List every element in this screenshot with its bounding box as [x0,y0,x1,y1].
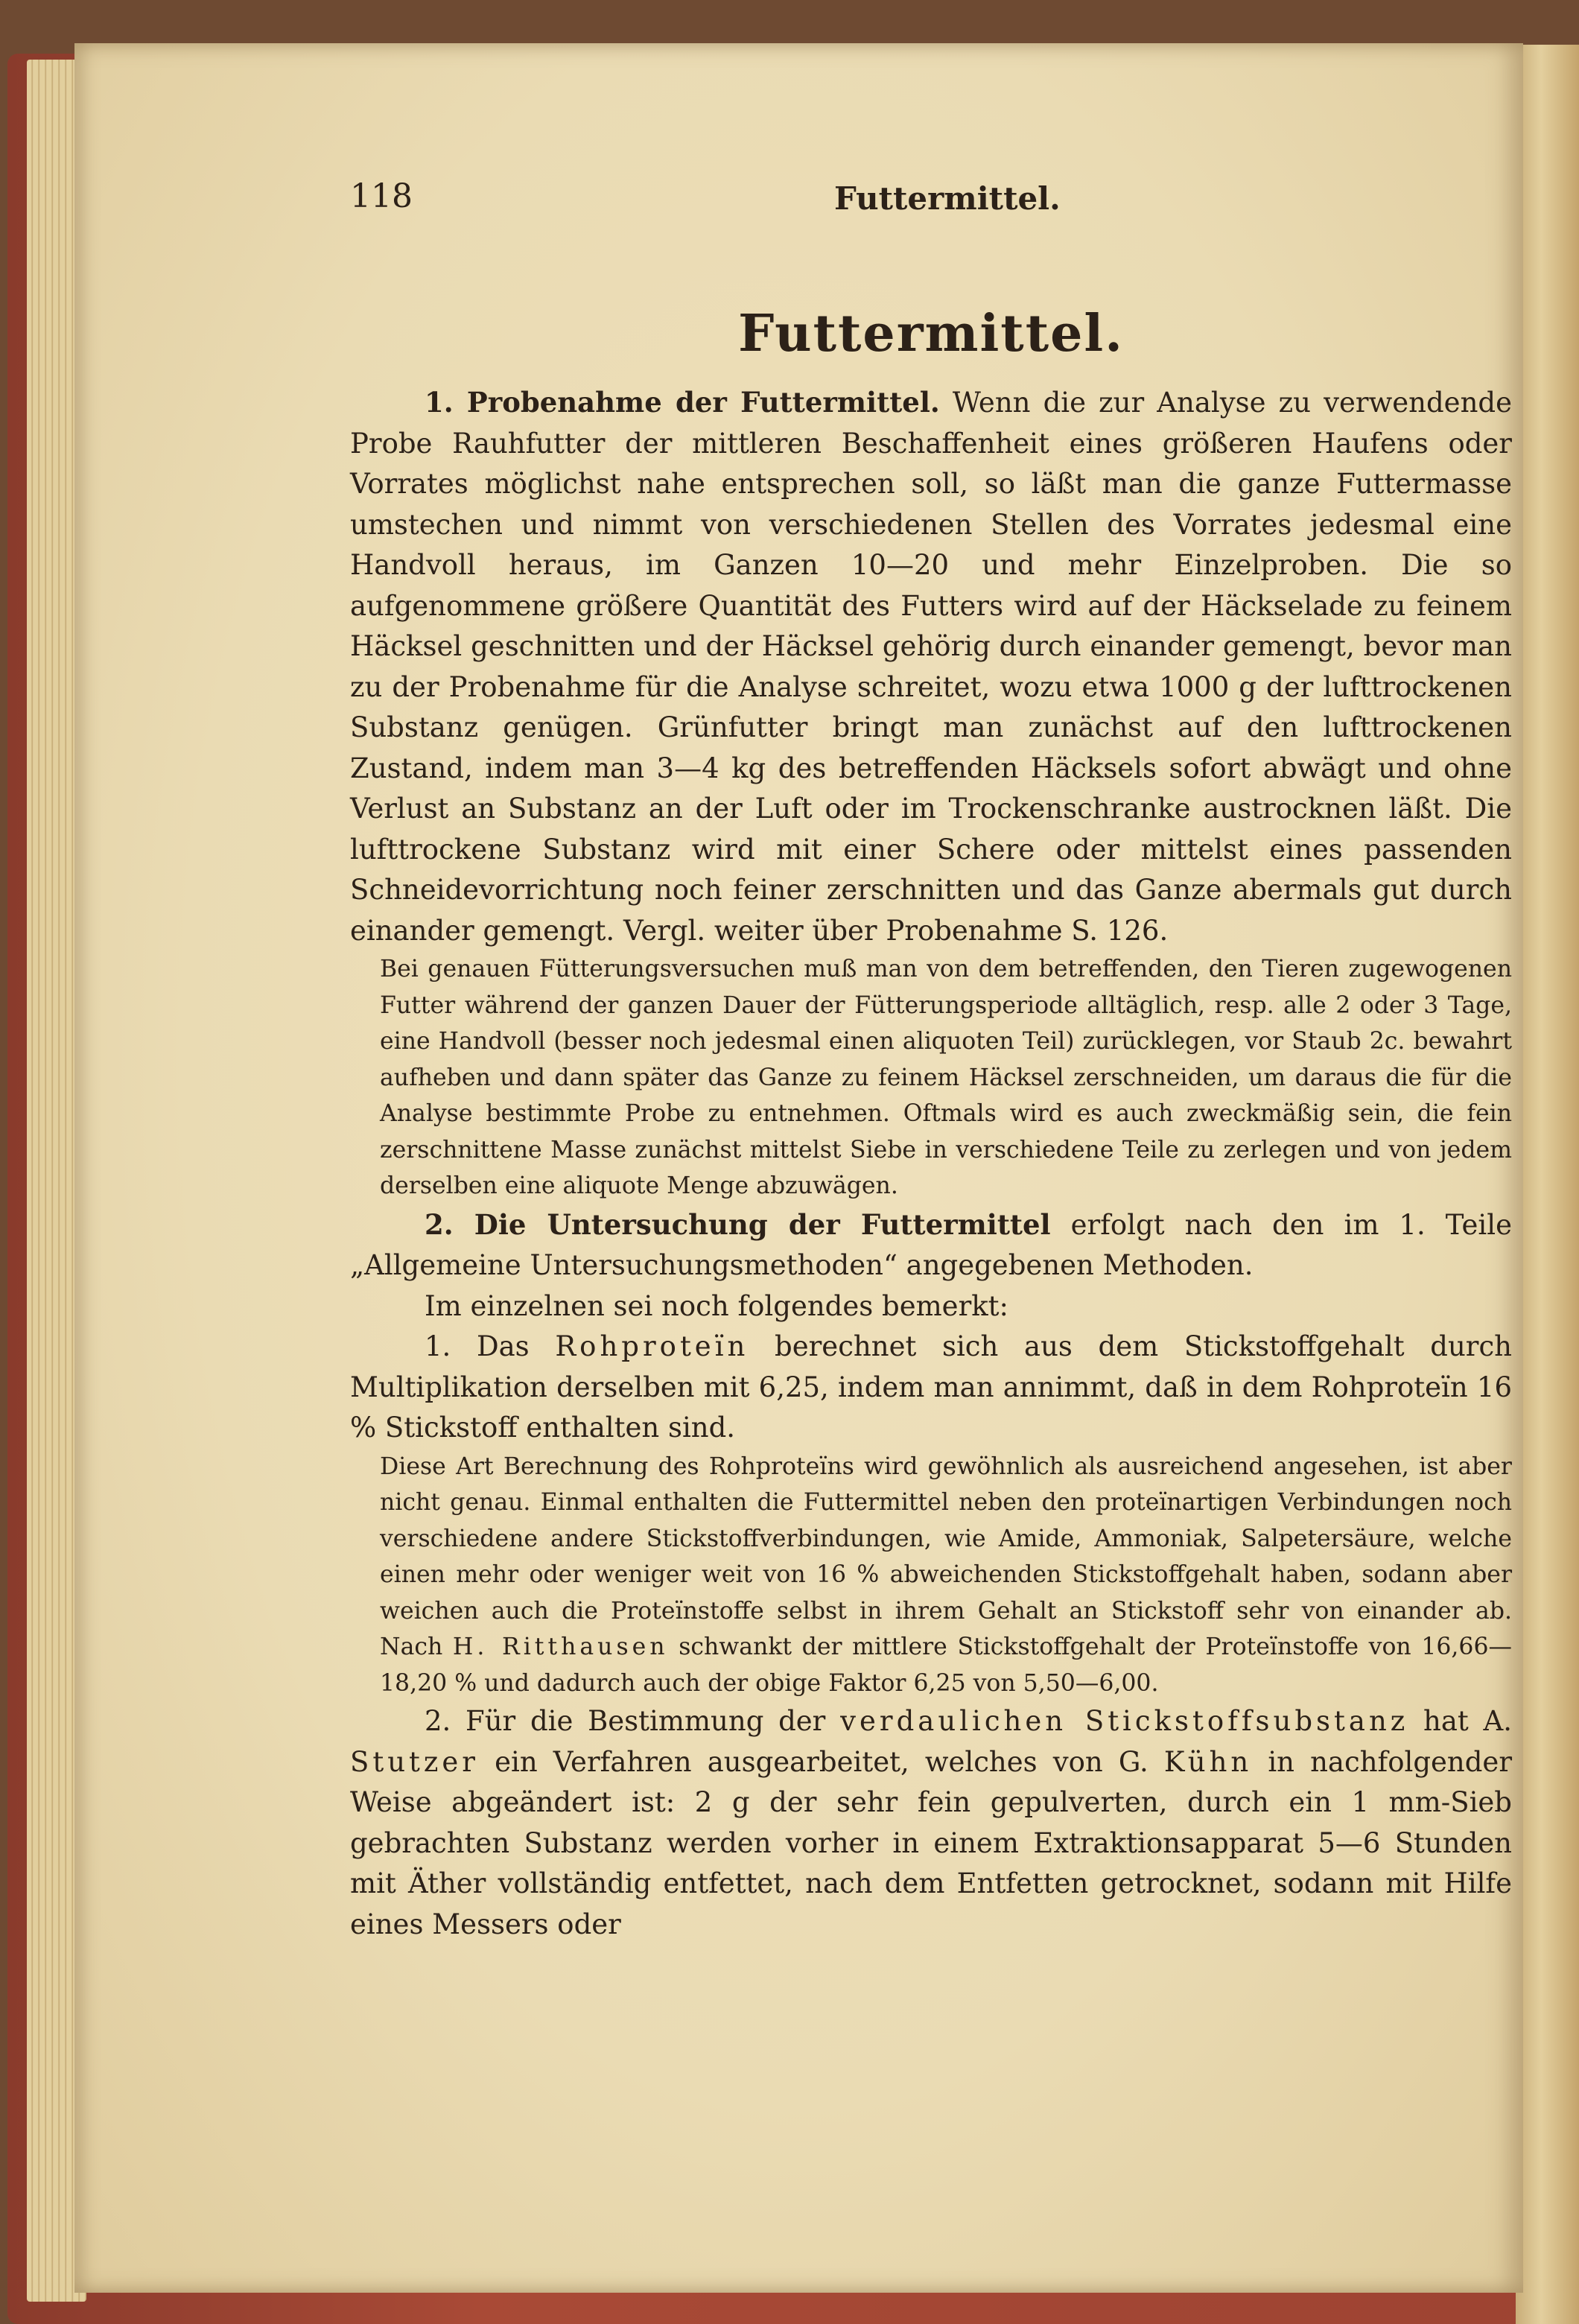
item-1-note [350,1449,1512,1702]
body-text [350,382,1512,1945]
running-head: Futtermittel. [834,180,1061,217]
chapter-title: Futtermittel. [738,304,1124,363]
item-2-term: verdaulichen Stickstoffsubstanz [840,1705,1409,1737]
item-1-term: Rohproteïn [555,1330,749,1362]
item-1-note-name: H. Ritthausen [452,1634,669,1660]
item-1-prefix: 1. Das [425,1330,530,1362]
page-header [350,177,1512,222]
text-area [350,177,1512,2300]
item-1-note-a: Diese Art Berechnung des Rohproteïns wird gewöhnlich als ausreichend angesehen, ist aber nicht genau. Einmal enthalten die Futtermittel neben den proteïnartigen Verbindungen noch verschiedene andere Stickstoffverbindungen, wie Amide, Ammoniak, Salpetersäure, welche einen mehr oder weniger weit von 16 % abweichenden Stickstoffgehalt haben, sodann aber weichen auch die Proteïnstoffe selbst in ihrem Gehalt an Stickstoff sehr von einander ab. Nach [380,1452,1512,1660]
section-2-paragraph [350,1204,1512,1286]
item-2-c: in nachfolgender Weise abgeändert ist: 2 g der sehr fein gepulverten, durch ein 1 mm-Sieb gebrachten Substanz werden vorher in einem Extraktionsapparat 5—6 Stunden mit Äther vollständig entfettet, nach dem Entfetten getrocknet, sodann mit Hilfe eines Messers oder [350,1745,1513,1940]
section-1-paragraph [350,382,1512,951]
item-2-b: ein Verfahren ausgearbeitet, welches von G. [495,1745,1148,1778]
item-1-text: berechnet sich aus dem Stickstoffgehalt durch Multiplikation derselben mit 6,25, indem man annimmt, daß in dem Rohproteïn 16 % Stickstoff enthalten sind. [350,1330,1513,1444]
item-1-note-b: schwankt der mittlere Stickstoffgehalt der Proteïnstoffe von 16,66—18,20 % und dadurch auch der obige Faktor 6,25 von 5,50—6,00. [380,1634,1512,1697]
item-2-name-stutzer: Stutzer [350,1745,479,1778]
item-2-paragraph [350,1701,1512,1945]
item-1-paragraph [350,1327,1512,1449]
section-1-note: Bei genauen Fütterungsversuchen muß man von dem betreffenden, den Tieren zugewogenen Futter während der ganzen Dauer der Fütterungsperiode alltäglich, resp. alle 2 oder 3 Tage, eine Handvoll (besser noch jedesmal einen aliquoten Teil) zurücklegen, vor Staub 2c. bewahrt aufheben und dann später das Ganze zu feinem Häcksel zerschneiden, um daraus die für die Analyse bestimmte Probe zu entnehmen. Oftmals wird es auch zweckmäßig sein, die fein zerschnittene Masse zunächst mittelst Siebe in verschiedene Teile zu zerlegen und von jedem derselben eine aliquote Menge abzuwägen. [380,956,1512,1199]
section-2-heading: 2. Die Untersuchung der Futtermittel [425,1207,1051,1241]
page-edge-right [1516,45,1579,2324]
section-1-text: Wenn die zur Analyse zu verwendende Probe Rauhfutter der mittleren Beschaffenheit eines größeren Haufens oder Vorrates möglichst nahe entsprechen soll, so läßt man die ganze Futtermasse umstechen und nimmt von verschiedenen Stellen des Vorrates jedesmal eine Handvoll heraus, im Ganzen 10—20 und mehr Einzelproben. Die so aufgenommene größere Quantität des Futters wird auf der Häckselade zu feinem Häcksel geschnitten und der Häcksel gehörig durch einander gemengt, bevor man zu der Probenahme für die Analyse schreitet, wozu etwa 1000 g der lufttrockenen Substanz genügen. Grünfutter bringt man zunächst auf den lufttrockenen Zustand, indem man 3—4 kg des betreffenden Häcksels sofort abwägt und ohne Verlust an Substanz an der Luft oder im Trockenschranke austrocknen läßt. Die lufttrockene Substanz wird mit einer Schere oder mittelst eines passenden Schneidevorrichtung noch feiner zerschnitten und das Ganze abermals gut durch einander gemengt. Vergl. weiter über Probenahme S. 126. [350,387,1512,947]
page-number: 118 [350,177,413,215]
section-2-intro: Im einzelnen sei noch folgendes bemerkt: [425,1289,1009,1322]
section-2-text: erfolgt nach den im 1. Teile „Allgemeine Untersuchungsmethoden“ angegebenen Methoden. [350,1208,1512,1281]
section-1-heading: 1. Probenahme der Futtermittel. [425,386,940,419]
item-2-prefix: 2. Für die Bestimmung der [425,1705,826,1737]
item-2-a: hat A. [1423,1705,1512,1737]
item-2-name-kuehn: Kühn [1163,1745,1253,1778]
book-page [74,43,1523,2293]
